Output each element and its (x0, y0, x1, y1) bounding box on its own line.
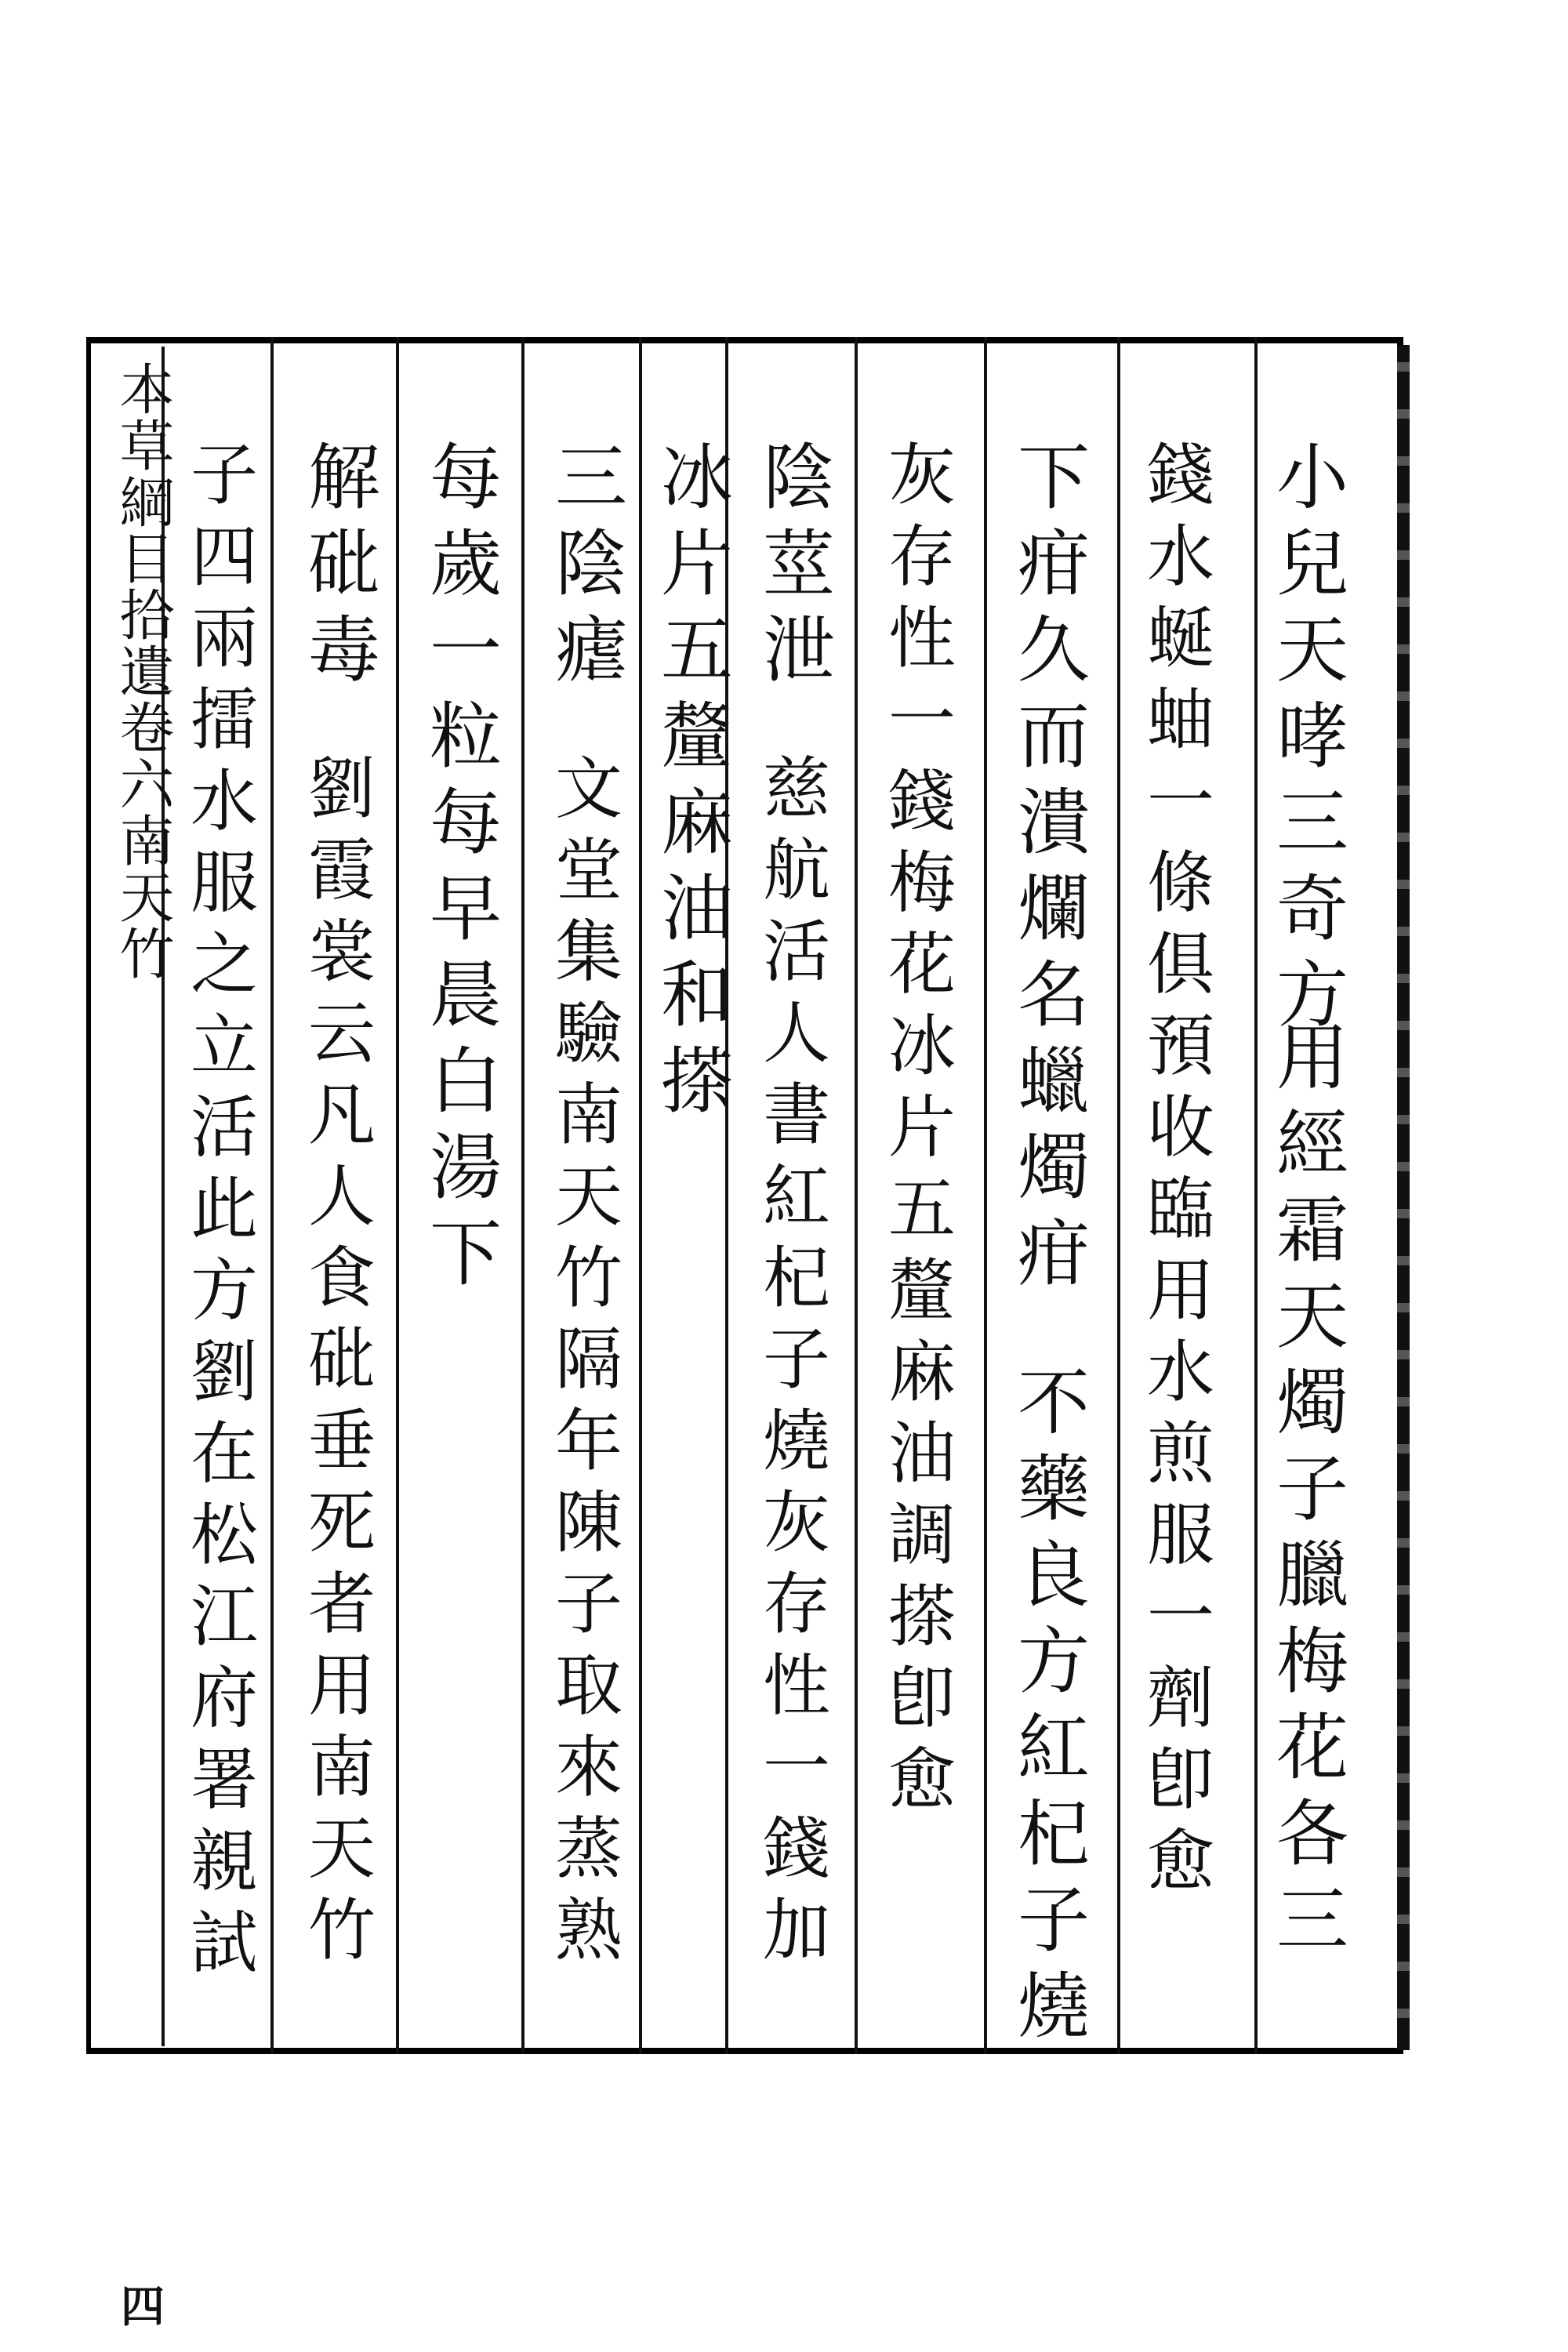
folio-margin (93, 347, 175, 2327)
column-5-heading: 陰莖泄 (751, 439, 835, 698)
column-10-text: 子四兩擂水服之立活此方劉在松江府署親試 (179, 439, 257, 1988)
column-9-heading: 解砒毒 (296, 439, 380, 698)
column-rule (1254, 337, 1258, 2054)
column-rule (521, 337, 524, 2054)
column-2-text: 錢水蜒蚰一條俱預收臨用水煎服一劑卽愈 (1135, 439, 1214, 1907)
column-7-text: 文堂集驗南天竹隔年陳子取來蒸熟 (543, 753, 622, 1976)
page-right-edge (1397, 345, 1410, 2050)
column-8-text: 每歲一粒每早晨白湯下 (418, 439, 502, 1301)
section-label: 南天竹 (111, 812, 175, 982)
column-rule (396, 337, 399, 2054)
column-3-heading: 下疳久而潰爛名蠟燭疳 (1006, 439, 1090, 1301)
column-9-text: 劉霞裳云凡人食砒垂死者用南天竹 (296, 753, 375, 1976)
column-rule (639, 337, 642, 2054)
column-6-text: 冰片五釐麻油和搽 (649, 439, 733, 1129)
column-4-text: 灰存性一錢梅花冰片五釐麻油調搽卽愈 (877, 439, 955, 1825)
column-rule (855, 337, 858, 2054)
column-rule (1117, 337, 1120, 2054)
folio-title (103, 361, 183, 982)
column-1-text: 用經霜天燭子臘梅花各三 (1265, 1019, 1348, 1968)
column-rule (984, 337, 987, 2054)
book-title: 本草綱目拾遺 (111, 361, 175, 699)
column-5-text: 慈航活人書紅杞子燒灰存性一錢加 (751, 753, 829, 1976)
column-7-heading: 三陰瘧 (543, 439, 627, 698)
page-number: 四 (114, 2283, 165, 2327)
column-3-text: 不藥良方紅杞子燒 (1006, 1364, 1090, 2054)
column-1-heading: 小兒天哮三奇方 (1265, 439, 1348, 1043)
column-rule (270, 337, 274, 2054)
volume-label: 卷六 (111, 699, 175, 812)
